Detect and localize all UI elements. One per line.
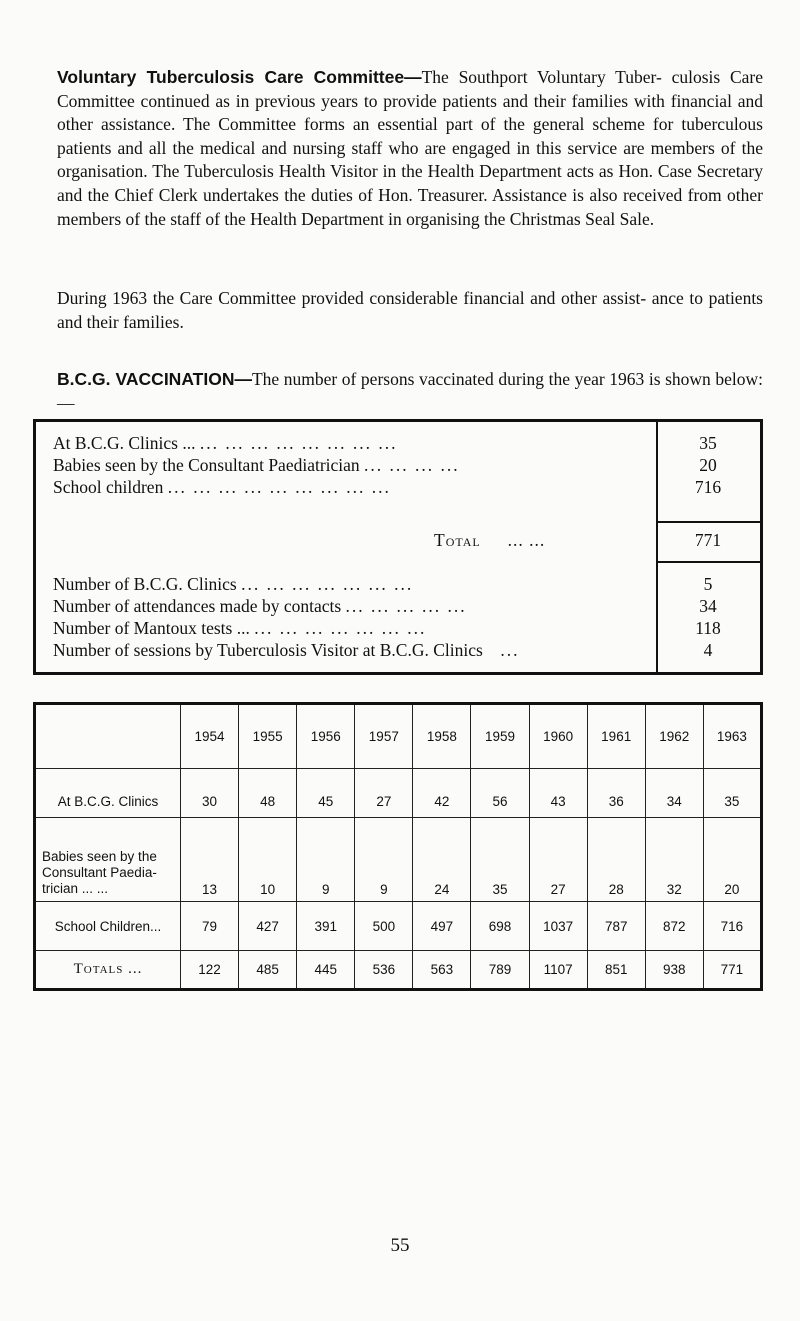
summary-total-label bbox=[434, 530, 545, 551]
summary-row-label-text: Number of B.C.G. Clinics bbox=[53, 574, 237, 594]
summary-row-label bbox=[53, 455, 648, 476]
vaccination-summary-table bbox=[33, 419, 763, 675]
table-cell: 536 bbox=[355, 951, 413, 990]
heading-bcg-vaccination: B.C.G. VACCINATION— bbox=[57, 369, 252, 389]
table-row bbox=[35, 818, 762, 902]
summary-row-label-text: Number of Mantoux tests ... bbox=[53, 618, 250, 638]
table-cell: 485 bbox=[239, 951, 297, 990]
table-cell: 36 bbox=[587, 769, 645, 818]
table-cell: 787 bbox=[587, 902, 645, 951]
leader-dots: ... ... ... ... ... ... ... ... ... bbox=[167, 477, 391, 497]
leader-dots: ... ... ... ... bbox=[364, 455, 460, 475]
summary-row-label bbox=[53, 433, 648, 454]
leader-dots: ... ... bbox=[507, 530, 546, 550]
leader-dots: ... ... ... ... ... ... ... bbox=[254, 618, 427, 638]
summary-total-rule-bottom bbox=[656, 561, 760, 563]
summary-row-label bbox=[53, 618, 648, 639]
leader-dots: ... ... ... ... ... ... ... bbox=[241, 574, 414, 594]
year-header: 1962 bbox=[645, 704, 703, 769]
summary-row-label bbox=[53, 574, 648, 595]
table-cell: 391 bbox=[297, 902, 355, 951]
table-cell: 9 bbox=[297, 818, 355, 902]
table-cell: 851 bbox=[587, 951, 645, 990]
header-blank-cell bbox=[35, 704, 181, 769]
table-row bbox=[35, 902, 762, 951]
paragraph-bcg-text: The number of persons vaccinated during the year 1963 is shown below:— bbox=[57, 369, 763, 413]
paragraph-assistance-text: During 1963 the Care Committee provided considerable financial and other assist- ance to patients and their families. bbox=[57, 288, 763, 332]
table-cell: 10 bbox=[239, 818, 297, 902]
table-cell: 1037 bbox=[529, 902, 587, 951]
year-header: 1956 bbox=[297, 704, 355, 769]
table-header-row bbox=[35, 704, 762, 769]
table-cell: 427 bbox=[239, 902, 297, 951]
table-cell: 9 bbox=[355, 818, 413, 902]
table-cell: 24 bbox=[413, 818, 471, 902]
yearly-vaccination-table bbox=[33, 702, 763, 991]
summary-row-value: 716 bbox=[694, 477, 722, 497]
summary-row-value: 118 bbox=[695, 618, 721, 638]
year-header: 1957 bbox=[355, 704, 413, 769]
paragraph-care-committee-text: The Southport Voluntary Tuber- culosis Care Committee continued as in previous years to provide patients and their families with financial and other assistance. The Committee forms an essential part of the general scheme for tuberculous patients and all the medical and nursing staff who are engaged in this service are members of the organisation. The Tuberculosis Health Visitor in the Health Department acts as Hon. Case Secretary and the Chief Clerk undertakes the duties of Hon. Treasurer. Assistance is also received from other members of the staff of the Health Department in organising the Christmas Seal Sale. bbox=[57, 67, 763, 229]
table-cell: 20 bbox=[703, 818, 761, 902]
table-cell: 716 bbox=[703, 902, 761, 951]
summary-row-label-text: Babies seen by the Consultant Paediatrician bbox=[53, 455, 360, 475]
summary-total-value: 771 bbox=[694, 530, 722, 550]
table-cell: 27 bbox=[355, 769, 413, 818]
heading-care-committee: Voluntary Tuberculosis Care Committee— bbox=[57, 67, 422, 87]
table-cell: 1107 bbox=[529, 951, 587, 990]
summary-row-label-text: School children bbox=[53, 477, 164, 497]
row-label: School Children... bbox=[35, 902, 181, 951]
table-cell: 13 bbox=[181, 818, 239, 902]
table-row-totals bbox=[35, 951, 762, 990]
leader-dots: ... bbox=[500, 640, 520, 660]
table-cell: 30 bbox=[181, 769, 239, 818]
table-cell: 789 bbox=[471, 951, 529, 990]
paragraph-bcg bbox=[57, 368, 763, 415]
table-cell: 27 bbox=[529, 818, 587, 902]
table-cell: 445 bbox=[297, 951, 355, 990]
leader-dots: ... ... ... ... ... bbox=[345, 596, 467, 616]
summary-row-value: 5 bbox=[703, 574, 713, 594]
year-header: 1961 bbox=[587, 704, 645, 769]
table-cell: 32 bbox=[645, 818, 703, 902]
summary-row-label-text: Number of attendances made by contacts bbox=[53, 596, 342, 616]
table-cell: 28 bbox=[587, 818, 645, 902]
summary-row-value: 34 bbox=[699, 596, 717, 616]
table-cell: 563 bbox=[413, 951, 471, 990]
table-cell: 35 bbox=[471, 818, 529, 902]
row-label: Babies seen by the Consultant Paedia- trician ... ... bbox=[35, 818, 181, 902]
table-cell: 34 bbox=[645, 769, 703, 818]
row-label: At B.C.G. Clinics bbox=[35, 769, 181, 818]
year-header: 1955 bbox=[239, 704, 297, 769]
year-header: 1958 bbox=[413, 704, 471, 769]
summary-row-value: 35 bbox=[699, 433, 717, 453]
table-cell: 122 bbox=[181, 951, 239, 990]
leader-dots: ... ... ... ... ... ... ... ... bbox=[199, 433, 398, 453]
row-label-totals: Totals ... bbox=[35, 951, 181, 990]
table-cell: 872 bbox=[645, 902, 703, 951]
summary-row-label bbox=[53, 596, 648, 617]
page-number: 55 bbox=[390, 1235, 410, 1256]
table-cell: 56 bbox=[471, 769, 529, 818]
year-header: 1960 bbox=[529, 704, 587, 769]
year-header: 1959 bbox=[471, 704, 529, 769]
summary-row-label bbox=[53, 477, 648, 498]
table-cell: 938 bbox=[645, 951, 703, 990]
table-cell: 497 bbox=[413, 902, 471, 951]
summary-row-label-text: At B.C.G. Clinics ... bbox=[53, 433, 196, 453]
table-cell: 48 bbox=[239, 769, 297, 818]
table-cell: 500 bbox=[355, 902, 413, 951]
paragraph-assistance bbox=[57, 287, 763, 334]
summary-row-value: 4 bbox=[703, 640, 713, 660]
summary-row-value: 20 bbox=[699, 455, 717, 475]
table-cell: 43 bbox=[529, 769, 587, 818]
table-cell: 771 bbox=[703, 951, 761, 990]
summary-row-label bbox=[53, 640, 648, 661]
year-header: 1963 bbox=[703, 704, 761, 769]
table-row bbox=[35, 769, 762, 818]
table-cell: 79 bbox=[181, 902, 239, 951]
summary-row-label-text: Number of sessions by Tuberculosis Visitor at B.C.G. Clinics bbox=[53, 640, 483, 660]
year-header: 1954 bbox=[181, 704, 239, 769]
table-cell: 45 bbox=[297, 769, 355, 818]
paragraph-care-committee bbox=[57, 66, 763, 231]
summary-total-rule-top bbox=[656, 521, 760, 523]
table-cell: 42 bbox=[413, 769, 471, 818]
table-cell: 35 bbox=[703, 769, 761, 818]
table-cell: 698 bbox=[471, 902, 529, 951]
summary-total-label-text: Total bbox=[434, 530, 481, 550]
